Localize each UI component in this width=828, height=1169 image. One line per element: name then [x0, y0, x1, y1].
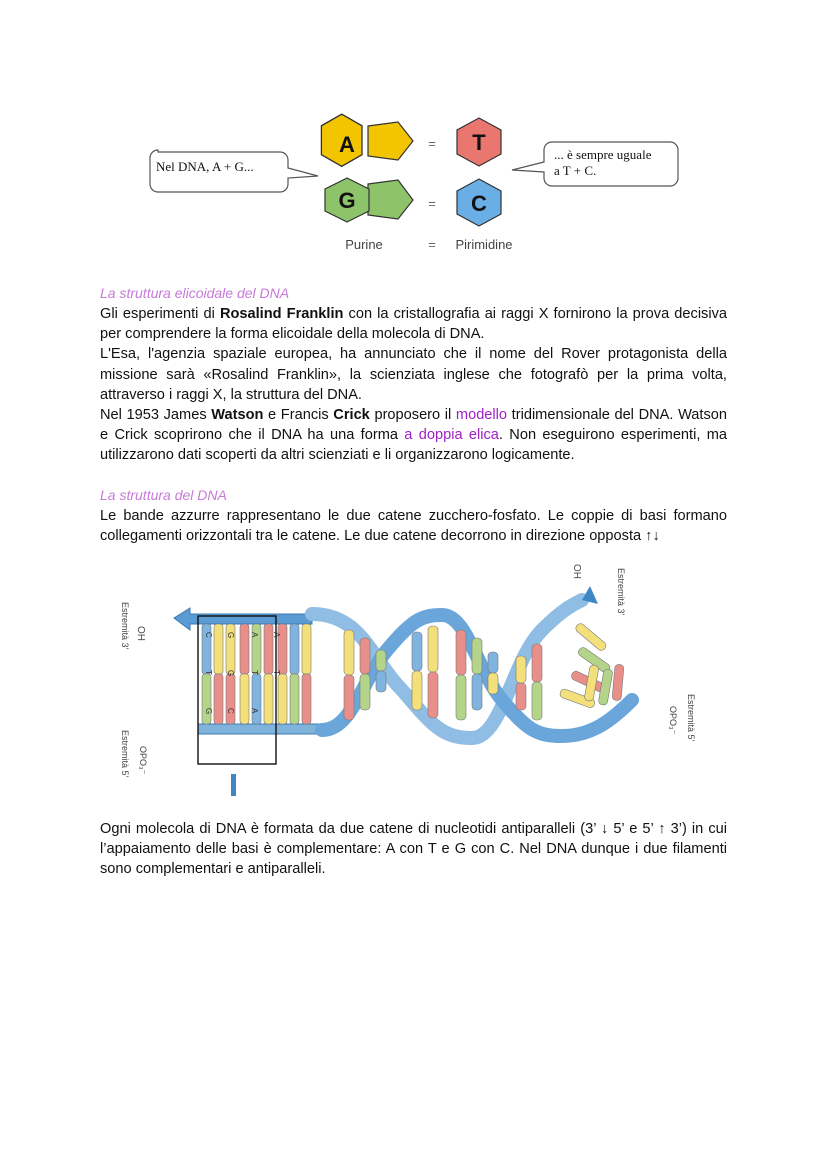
base-g-letter: G	[338, 188, 356, 213]
left-top-group: OH	[135, 626, 146, 641]
helix-bar	[532, 644, 542, 682]
loose-nucleotide	[574, 622, 607, 652]
paragraph-bands: Le bande azzurre rappresentano le due catene zucchero-fosfato. Le coppie di basi formano collegamenti orizzontali tra le catene. Le due catene decorrono in direzione opposta ↑↓	[100, 508, 727, 545]
base-letter: T	[204, 670, 213, 675]
base-t-letter: T	[472, 130, 486, 155]
helix-bar	[516, 656, 526, 683]
loose-nucleotide	[612, 664, 624, 701]
base-letter: A	[272, 632, 281, 638]
base-letter: A	[250, 708, 259, 714]
label-pirimidine: Pirimidine	[455, 237, 513, 252]
left-bottom-end-label: Estremità 5'	[120, 730, 130, 778]
base-bar-bottom	[302, 674, 311, 724]
base-bar-top	[240, 624, 249, 674]
bubble-right-line1: ... è sempre uguale	[554, 147, 652, 162]
base-bar-bottom	[214, 674, 223, 724]
base-bar-bottom	[202, 674, 211, 724]
right-bottom-group: OPO₃⁻	[668, 706, 678, 735]
base-bar-top	[214, 624, 223, 674]
section2-body	[100, 506, 727, 546]
base-g-ring	[368, 180, 413, 219]
left-bottom-group: OPO₃⁻	[138, 746, 148, 775]
base-bar-top	[290, 624, 299, 674]
helix-bar	[428, 626, 438, 672]
bottom-backbone	[198, 724, 322, 734]
base-bar-top	[264, 624, 273, 674]
base-bar-bottom	[252, 674, 261, 724]
paragraph-antiparallel: Ogni molecola di DNA è formata da due catene di nucleotidi antiparalleli (3’ ↓ 5’ e 5’ ↑ 3’) in cui l’appaiamento delle basi è complementare: A con T e G con C. Nel DNA dunque i due filamenti sono complementari e antiparalleli.	[100, 821, 727, 878]
base-bar-bottom	[278, 674, 287, 724]
base-c-letter: C	[471, 191, 487, 216]
base-bar-bottom	[264, 674, 273, 724]
helix-bar	[360, 674, 370, 710]
box-marker	[231, 774, 236, 796]
right-top-group: OH	[571, 564, 582, 579]
bubble-left-text: Nel DNA, A + G...	[156, 159, 254, 174]
base-letter: A	[250, 632, 259, 638]
section3-body	[100, 819, 727, 880]
helix-bar	[456, 675, 466, 720]
base-bar-bottom	[240, 674, 249, 724]
bubble-left	[150, 150, 318, 192]
paragraph-franklin: Gli esperimenti di Rosalind Franklin con la cristallografia ai raggi X fornirono la prova decisiva per comprendere la forma elicoidale della molecola di DNA.	[100, 306, 728, 343]
helix-bar	[360, 638, 370, 674]
helix-bar	[376, 671, 386, 692]
base-bar-bottom	[290, 674, 299, 724]
base-bar-top	[302, 624, 311, 674]
base-letter: G	[226, 670, 235, 677]
base-letter: C	[204, 632, 213, 638]
paragraph-watson-crick: Nel 1953 James Watson e Francis Crick proposero il modello tridimensionale del DNA. Watson e Crick scoprirono che il DNA ha una forma a doppia elica. Non eseguirono esperimenti, ma utilizzarono dati scoperti da altri scienziati e li organizzarono logicamente.	[100, 407, 727, 464]
helix-bar	[412, 671, 422, 710]
helix-bar	[456, 630, 466, 675]
helix-bar	[344, 630, 354, 675]
base-a-letter: A	[339, 132, 355, 157]
base-letter: G	[226, 632, 235, 639]
base-letter: C	[226, 708, 235, 714]
helix-bar	[488, 652, 498, 673]
base-letter: T	[250, 670, 259, 675]
paragraph-esa: L'Esa, l'agenzia spaziale europea, ha annunciato che il nome del Rover protagonista della missione sarà «Rosalind Franklin», la scienziata inglese che fotografò per la prima volta, attraverso i raggi X, la struttura del DNA.	[100, 346, 727, 403]
helix-bar	[376, 650, 386, 671]
dna-helix-figure	[112, 560, 702, 800]
right-top-end-label: Estremità 3'	[616, 568, 626, 616]
label-equals: =	[428, 237, 436, 252]
section1-body	[100, 304, 727, 466]
base-a-ring	[368, 122, 413, 160]
loose-nucleotides	[559, 622, 624, 709]
base-pair-figure	[140, 108, 700, 258]
helix-bar	[516, 683, 526, 710]
equals-mid: =	[428, 196, 436, 211]
bubble-right	[512, 142, 678, 186]
equals-top: =	[428, 136, 436, 151]
base-letter: G	[204, 708, 213, 715]
helix-bar	[472, 674, 482, 710]
straight-base-pairs	[202, 624, 311, 724]
base-letter: T	[272, 670, 281, 675]
right-bottom-end-label: Estremità 5'	[686, 694, 696, 742]
helix-bar	[472, 638, 482, 674]
left-top-end-label: Estremità 3'	[120, 602, 130, 650]
section-heading-helix: La struttura elicoidale del DNA	[100, 285, 290, 301]
helix-bar	[428, 672, 438, 718]
helix-bar	[488, 673, 498, 694]
helix-bar	[532, 682, 542, 720]
section-heading-structure: La struttura del DNA	[100, 487, 227, 503]
helix-bar	[412, 632, 422, 671]
bubble-right-line2: a T + C.	[554, 163, 597, 178]
helix-bar	[344, 675, 354, 720]
base-bar-bottom	[226, 674, 235, 724]
label-purine: Purine	[345, 237, 383, 252]
